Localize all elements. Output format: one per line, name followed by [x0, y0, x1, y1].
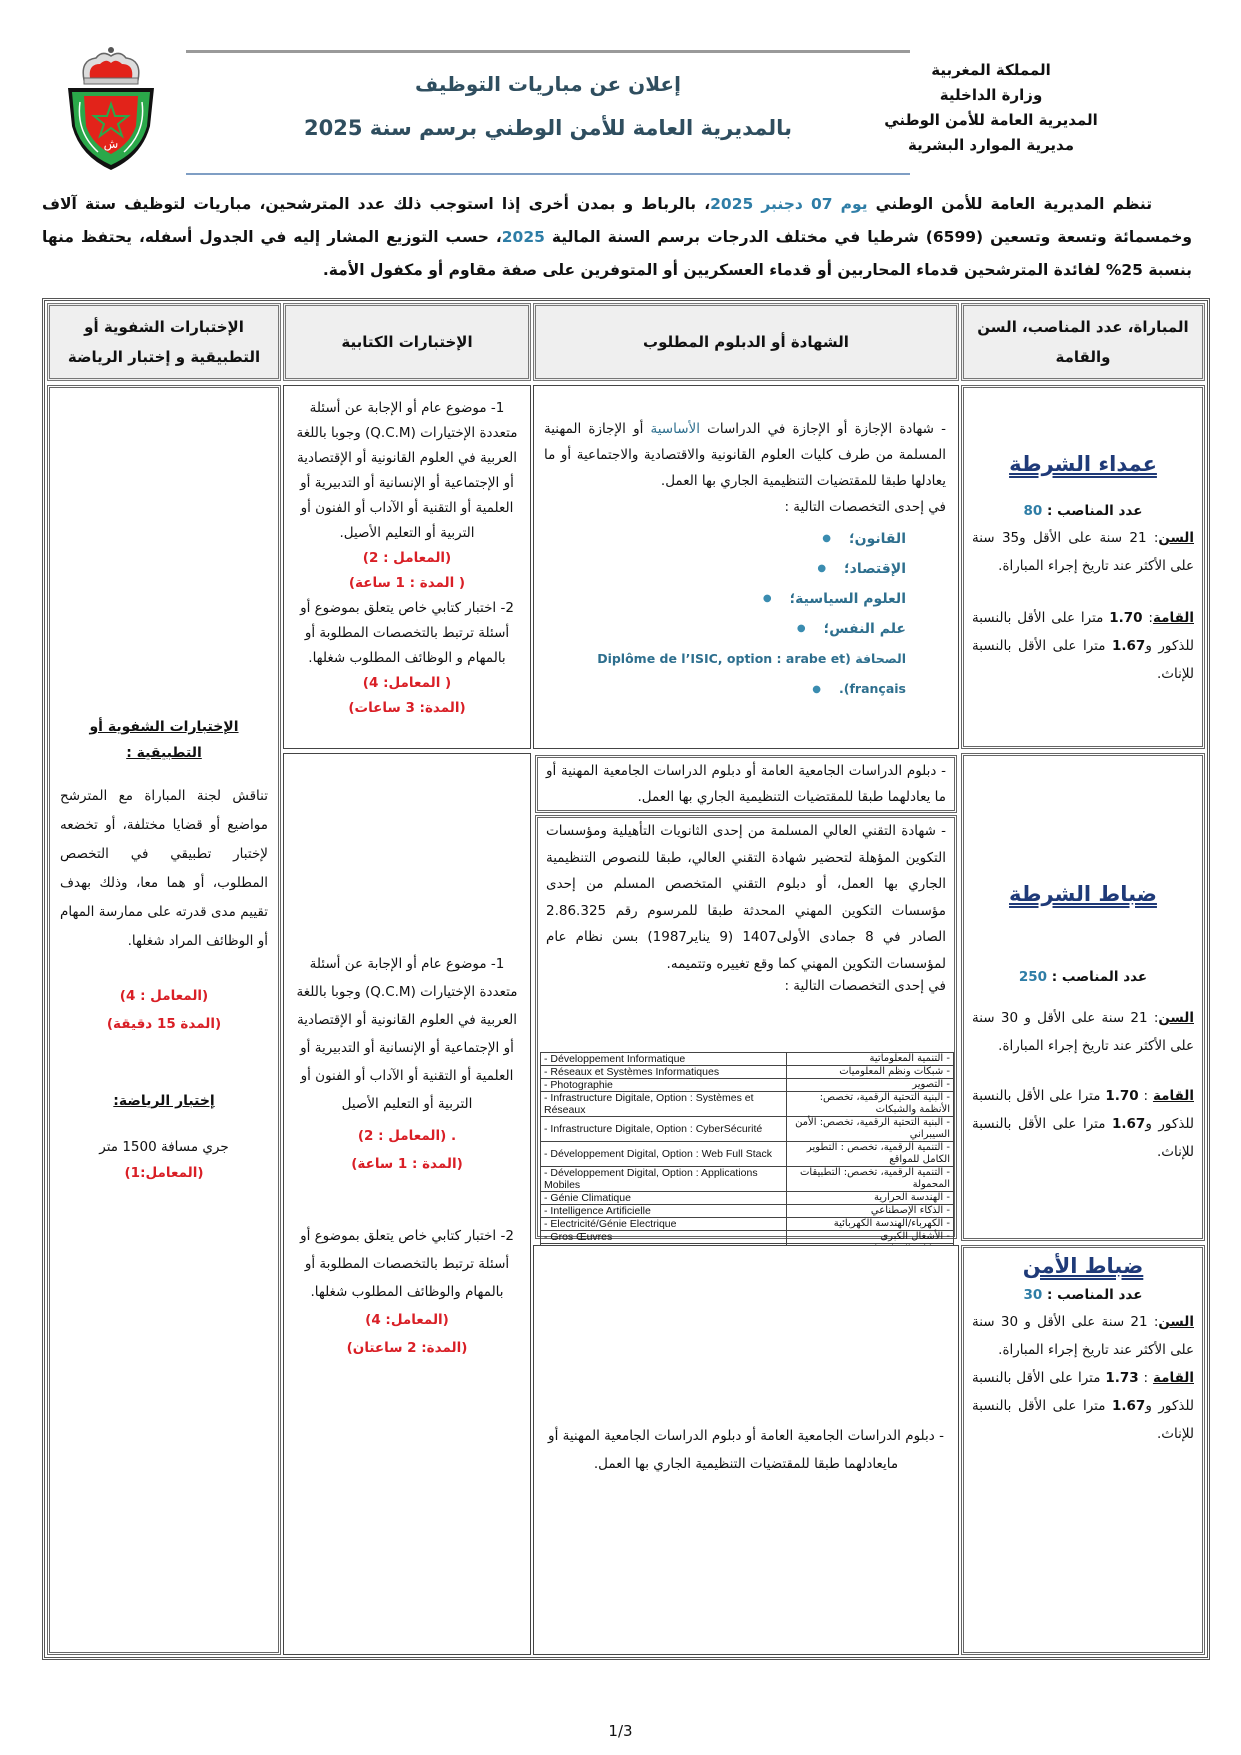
age-requirement	[972, 1004, 1194, 1060]
height-sep: :	[1142, 610, 1153, 626]
posts-label: عدد المناصب :	[1047, 969, 1148, 985]
specialty-row	[541, 1231, 954, 1244]
written-test-1-coefficient: . (المعامل : 2)	[357, 1128, 457, 1144]
height-requirement	[972, 604, 1194, 688]
posts-value: 30	[1023, 1287, 1043, 1303]
height-text-b: مترا على الأقل بالنسبة للذكور و	[972, 610, 1194, 654]
height-female: 1.67	[1112, 1398, 1146, 1414]
height-label: القامة	[1152, 1370, 1194, 1386]
diploma-cell-security-officers	[533, 1245, 959, 1655]
specialties-list	[544, 524, 946, 705]
header-diploma: الشهادة أو الدبلوم المطلوب	[533, 303, 959, 381]
oral-title: الإختبارات الشفوية أو التطبيقية :	[89, 719, 239, 761]
specialty-item: علم النفس؛ ●	[544, 614, 906, 644]
posts-count	[972, 964, 1194, 990]
written-test-2-duration: (المدة: 2 ساعتان)	[346, 1340, 468, 1356]
specialty-arabic: - التنمية المعلوماتية	[787, 1053, 954, 1066]
specialty-french: - Infrastructure Digitale, Option : Systèmes et Réseaux	[541, 1092, 787, 1117]
sport-title: إختبار الرياضة:	[113, 1093, 215, 1109]
specialty-arabic: - البنية التحتية الرقمية، تخصص: الأمن السيبراني	[787, 1117, 954, 1142]
announcement-title-box	[186, 50, 910, 175]
written-test-2-coefficient: (المعامل: 4)	[365, 1312, 449, 1328]
height-text-b: مترا على الأقل بالنسبة للذكور و	[972, 1370, 1194, 1414]
specialty-item: الصحافة (Diplôme de l’ISIC, option : arabe et français). ●	[544, 644, 906, 705]
height-sep: :	[1138, 1088, 1153, 1104]
sport-description: جري مسافة 1500 متر	[99, 1139, 229, 1155]
rank-title: ضباط الأمن	[1022, 1254, 1144, 1278]
page-number: 1/3	[608, 1722, 633, 1740]
dgsn-emblem-icon	[62, 44, 160, 172]
oral-coefficient: (المعامل : 4)	[119, 988, 209, 1004]
rank-cell-security-officers	[961, 1245, 1205, 1655]
rank-title: ضباط الشرطة	[1009, 882, 1157, 906]
diploma-text	[544, 416, 946, 494]
specialty-arabic: - البنية التحتية الرقمية، تخصص: الأنظمة والشبكات	[787, 1092, 954, 1117]
ministry-label: وزارة الداخلية	[939, 86, 1043, 104]
exam-date: يوم 07 دجنبر 2025	[710, 195, 868, 213]
title-bottom-rule	[186, 173, 910, 175]
height-sep: :	[1138, 1370, 1153, 1386]
height-male: 1.70	[1105, 1088, 1139, 1104]
age-label: السن	[1158, 1010, 1194, 1026]
specialty-row	[541, 1218, 954, 1231]
height-female: 1.67	[1112, 638, 1146, 654]
directorate-label: المديرية العامة للأمن الوطني	[884, 111, 1098, 129]
specialty-arabic: - التنمية الرقمية، تخصص : التطوير الكامل للمواقع	[787, 1142, 954, 1167]
specialty-french: - Développement Informatique	[541, 1053, 787, 1066]
title-top-rule	[186, 50, 910, 53]
written-cell-officers	[283, 753, 531, 1655]
specialty-arabic: - التنمية الرقمية، تخصص: التطبيقات المحمولة	[787, 1167, 954, 1192]
posts-label: عدد المناصب :	[1042, 503, 1143, 519]
specialty-arabic: - الأشغال الكبرى	[787, 1231, 954, 1244]
specialty-item: القانون؛ ●	[544, 524, 906, 554]
rank-cell-commissaires	[961, 385, 1205, 749]
posts-value: 250	[1018, 969, 1048, 985]
kingdom-label: المملكة المغربية	[931, 61, 1051, 79]
specialty-arabic: - شبكات ونظم المعلوميات	[787, 1066, 954, 1079]
diploma-text-a: - شهادة الإجازة أو الإجازة في الدراسات	[700, 421, 946, 437]
specialty-french: - Développement Digital, Option : Web Full Stack	[541, 1142, 787, 1167]
height-text-c: مترا على الأقل بالنسبة للإناث.	[972, 1398, 1194, 1442]
fiscal-year: 2025	[501, 228, 545, 246]
specialty-french: - Gros Œuvres	[541, 1231, 787, 1244]
intro-text-2: ، بالرباط و بمدن أخرى إذا استوجب ذلك عدد المترشحين، مباريات لتوظيف ستة آلاف وخمسمائة وتسعة وتسعين (6599) شرطيا في مختلف الدرجات برسم السنة المالية	[42, 195, 1192, 246]
age-label: السن	[1158, 530, 1195, 546]
svg-text:ش: ش	[103, 137, 119, 151]
height-text-c: مترا على الأقل بالنسبة للإناث.	[972, 638, 1194, 682]
specialty-item: الإقتصاد؛ ●	[544, 554, 906, 584]
age-requirement	[972, 524, 1194, 580]
specialty-row	[541, 1053, 954, 1066]
written-test-1: 1- موضوع عام أو الإجابة عن أسئلة متعددة الإختيارات (Q.C.M) وجوبا باللغة العربية في العلوم القانونية أو الإقتصادية أو الإجتماعية أو الإنسانية أو التدبيرية أو العلمية أو التقنية أو الآداب أو الفنون أو التربية أو التعليم الأصيل.	[296, 400, 518, 541]
age-text: : 21 سنة على الأقل و 30 سنة على الأكثر عند تاريخ إجراء المباراة.	[972, 1010, 1194, 1054]
header-oral: الإختبارات الشفوية أو التطبيقية و إختبار الرياضة	[47, 303, 281, 381]
sport-coefficient: (المعامل:1)	[124, 1165, 204, 1181]
written-test-1-coefficient: (المعامل : 2)	[362, 550, 452, 566]
specialty-french: - Intelligence Artificielle	[541, 1205, 787, 1218]
written-test-2: 2- اختبار كتابي خاص يتعلق بموضوع أو أسئلة ترتبط بالتخصصات المطلوبة أو بالمهام و الوظائف المطلوب شغلها.	[300, 600, 514, 666]
intro-text-3: ، حسب التوزيع المشار إليه في الجدول أسفله، يحتفظ منها بنسبة 25% لفائدة المترشحين قدماء المحاربين أو قدماء العسكريين أو المتوفرين على صفة مقاوم أو مكفول الأمة.	[42, 228, 1192, 279]
specialty-row	[541, 1079, 954, 1092]
specialty-row	[541, 1066, 954, 1079]
specialty-arabic: - الكهرباء/الهندسة الكهربائية	[787, 1218, 954, 1231]
hr-directorate-label: مديرية الموارد البشرية	[907, 136, 1075, 154]
age-label: السن	[1158, 1314, 1194, 1330]
written-test-1-duration: (المدة : 1 ساعة)	[351, 1156, 463, 1172]
height-label: القامة	[1152, 1088, 1194, 1104]
written-test-2-duration: (المدة: 3 ساعات)	[348, 700, 466, 716]
diploma-cell-officers-deug	[535, 755, 957, 813]
specialty-french: - Développement Digital, Option : Applications Mobiles	[541, 1167, 787, 1192]
specialty-french: - Réseaux et Systèmes Informatiques	[541, 1066, 787, 1079]
diploma-cell-officers-technician	[535, 815, 957, 1243]
age-text: : 21 سنة على الأقل و 30 سنة على الأكثر عند تاريخ إجراء المباراة.	[972, 1314, 1194, 1358]
specialty-arabic: - التصوير	[787, 1079, 954, 1092]
rank-cell-officers	[961, 753, 1205, 1241]
specialties-intro: في إحدى التخصصات التالية :	[784, 499, 946, 515]
height-female: 1.67	[1112, 1116, 1146, 1132]
specialty-french: - Electricité/Génie Electrique	[541, 1218, 787, 1231]
written-test-1: 1- موضوع عام أو الإجابة عن أسئلة متعددة الإختيارات (Q.C.M) وجوبا باللغة العربية في العلوم القانونية أو الإقتصادية أو الإجتماعية أو الإنسانية أو التدبيرية أو العلمية أو التقنية أو الآداب أو الفنون أو التربية أو التعليم الأصيل	[296, 956, 518, 1112]
specialty-french: - Génie Climatique	[541, 1192, 787, 1205]
posts-label: عدد المناصب :	[1042, 1287, 1143, 1303]
specialties-intro: في إحدى التخصصات التالية :	[784, 978, 946, 994]
height-text-b: مترا على الأقل بالنسبة للذكور و	[972, 1088, 1194, 1132]
header-written: الإختبارات الكتابية	[283, 303, 531, 381]
height-requirement	[972, 1364, 1194, 1448]
age-requirement	[972, 1308, 1194, 1364]
oral-duration: (المدة 15 دقيقة)	[106, 1016, 222, 1032]
specialty-arabic: - الهندسة الحرارية	[787, 1192, 954, 1205]
specialty-arabic: - الذكاء الإصطناعي	[787, 1205, 954, 1218]
height-male: 1.73	[1105, 1370, 1139, 1386]
written-test-2-coefficient: ( المعامل: 4)	[362, 675, 452, 691]
posts-count	[972, 1282, 1194, 1308]
specialty-row	[541, 1167, 954, 1192]
announcement-title: إعلان عن مباريات التوظيف	[415, 72, 681, 96]
specialty-row	[541, 1117, 954, 1142]
height-male: 1.70	[1109, 610, 1143, 626]
specialty-item: العلوم السياسية؛ ●	[544, 584, 906, 614]
posts-count	[972, 498, 1194, 524]
written-test-2: 2- اختبار كتابي خاص يتعلق بموضوع أو أسئلة ترتبط بالتخصصات المطلوبة أو بالمهام والوظائف المطلوب شغلها.	[300, 1228, 514, 1300]
height-requirement	[972, 1082, 1194, 1166]
diploma-highlight: الأساسية	[650, 421, 700, 437]
ministry-heading	[871, 58, 1111, 158]
diploma-text-b: أو الإجازة المهنية المسلمة من طرف كليات العلوم القانونية والاقتصادية والاجتماعية أو ما يعادلها طبقا للمقتضيات التنظيمية الجاري بها العمل.	[544, 421, 946, 489]
intro-paragraph	[42, 188, 1192, 287]
age-text: : 21 سنة على الأقل و35 سنة على الأكثر عند تاريخ إجراء المباراة.	[972, 530, 1194, 574]
specialty-french: - Infrastructure Digitale, Option : CyberSécurité	[541, 1117, 787, 1142]
written-test-1-duration: ( المدة : 1 ساعة)	[348, 575, 466, 591]
rank-title: عمداء الشرطة	[1009, 452, 1157, 476]
posts-value: 80	[1023, 503, 1043, 519]
header-rank: المباراة، عدد المناصب، السن والقامة	[961, 303, 1205, 381]
height-text-c: مترا على الأقل بالنسبة للإناث.	[972, 1116, 1194, 1160]
specialty-row	[541, 1192, 954, 1205]
diploma-cell-commissaires	[533, 385, 959, 749]
oral-description: تناقش لجنة المباراة مع المترشح مواضيع أو قضايا مختلفة، أو تخضعه لإختبار تطبيقي في التخصص المطلوب، أو هما معا، وذلك بهدف تقييم مدى قدرته على ممارسة المهام أو الوظائف المراد شغلها.	[60, 788, 268, 949]
written-cell-commissaires	[283, 385, 531, 749]
intro-text-1: تنظم المديرية العامة للأمن الوطني	[867, 195, 1153, 213]
diploma-text: - شهادة التقني العالي المسلمة من إحدى الثانويات التأهيلية ومؤسسات التكوين المؤهلة لتحضير شهادة التقني العالي، طبقا للنصوص التنظيمية الجاري بها العمل، أو دبلوم التقني المتخصص المسلم من إحدى مؤسسات التكوين المهني المحدثة طبقا للمرسوم رقم 2.86.325 الصادر في 8 جمادى الأولى1407 (9 يناير1987) بسن نظام عام لمؤسسات التكوين المهني كما وقع تغييره وتتميمه.	[546, 823, 946, 972]
specialty-row	[541, 1142, 954, 1167]
specialty-french: - Photographie	[541, 1079, 787, 1092]
specialty-row	[541, 1205, 954, 1218]
diploma-text: - دبلوم الدراسات الجامعية العامة أو دبلوم الدراسات الجامعية المهنية أو مايعادلهما طبقا للمقتضيات التنظيمية الجاري بها العمل.	[548, 1428, 944, 1472]
diploma-text: - دبلوم الدراسات الجامعية العامة أو دبلوم الدراسات الجامعية المهنية أو ما يعادلهما طبقا للمقتضيات التنظيمية الجاري بها العمل.	[546, 763, 946, 805]
competitions-table	[42, 298, 1210, 1660]
specialty-row	[541, 1092, 954, 1117]
height-label: القامة	[1152, 610, 1194, 626]
oral-cell	[47, 385, 281, 1655]
announcement-subtitle: بالمديرية العامة للأمن الوطني برسم سنة 2025	[304, 116, 792, 140]
